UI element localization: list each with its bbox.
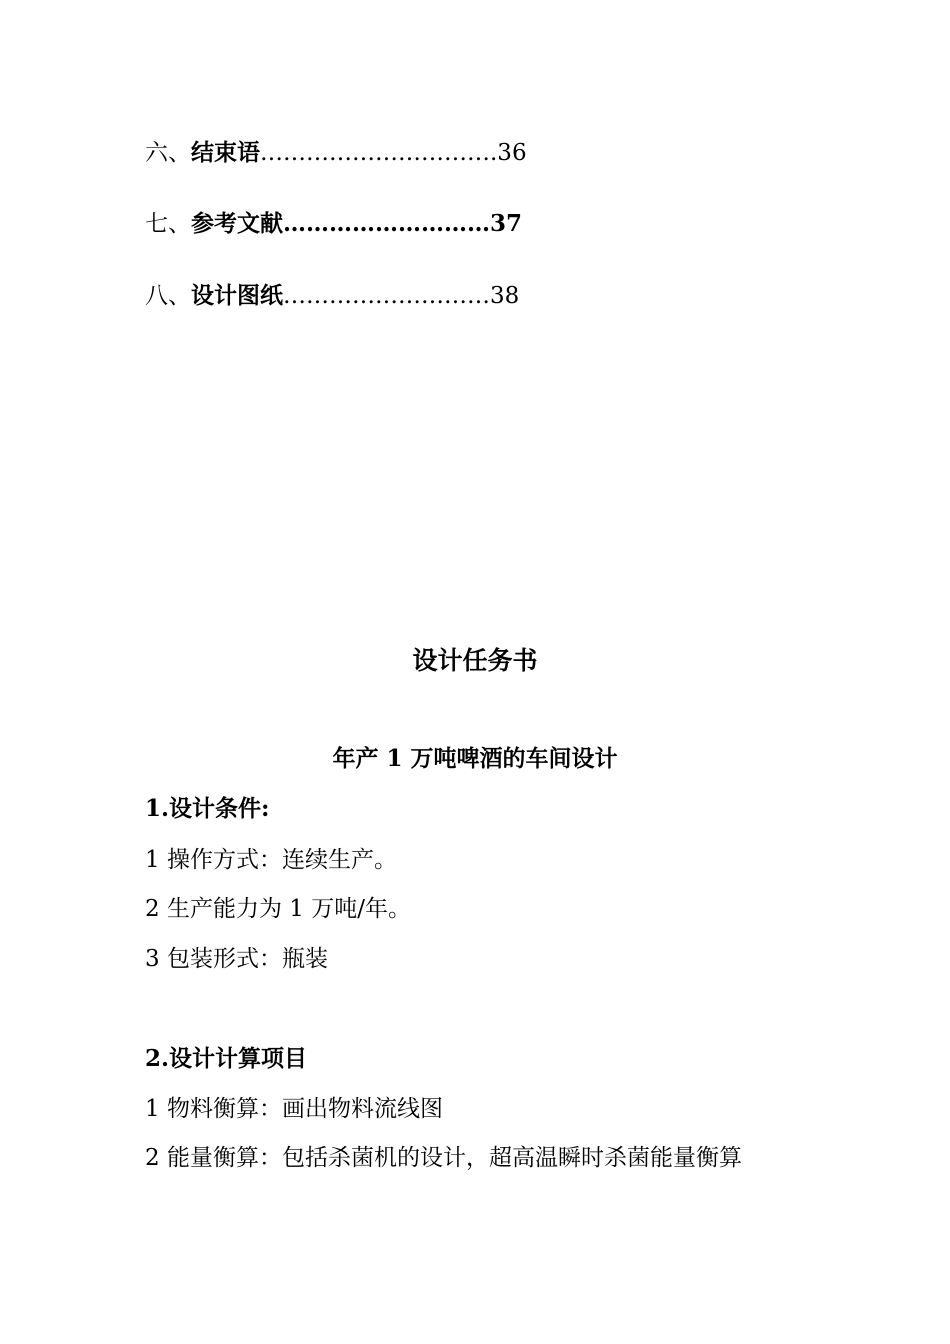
toc-entry-references[interactable]	[145, 209, 522, 239]
toc-leader-dots: …………………………	[260, 140, 490, 166]
section-heading-calculation-items: 2.设计计算项目	[145, 1045, 308, 1072]
toc-entry-title: 设计图纸	[191, 282, 283, 309]
toc-leader-dots: ………………………	[283, 283, 490, 309]
section-heading-design-conditions: 1.设计条件:	[145, 795, 270, 822]
toc-entry-page: .36	[490, 140, 527, 166]
toc-entry-number: 八、	[145, 283, 191, 309]
calculation-item: 2 能量衡算：包括杀菌机的设计，超高温瞬时杀菌能量衡算	[145, 1145, 742, 1171]
design-condition-item: 1 操作方式：连续生产。	[145, 847, 397, 873]
calculation-item: 1 物料衡算：画出物料流线图	[145, 1096, 443, 1122]
toc-entry-page: 38	[490, 283, 520, 309]
toc-entry-page: 37	[490, 210, 523, 237]
toc-entry-drawings[interactable]	[145, 281, 519, 311]
toc-entry-conclusion[interactable]	[145, 138, 527, 168]
design-condition-item: 2 生产能力为 1 万吨/年。	[145, 896, 411, 922]
toc-entry-number: 七、	[145, 211, 191, 237]
task-book-subtitle: 年产 1 万吨啤酒的车间设计	[332, 745, 618, 772]
toc-entry-number: 六、	[145, 140, 191, 166]
toc-leader-dots: ………………………	[283, 210, 490, 237]
task-book-title: 设计任务书	[412, 646, 538, 675]
design-condition-item: 3 包装形式：瓶装	[145, 946, 328, 972]
toc-entry-title: 参考文献	[191, 210, 283, 237]
toc-entry-title: 结束语	[191, 139, 260, 166]
